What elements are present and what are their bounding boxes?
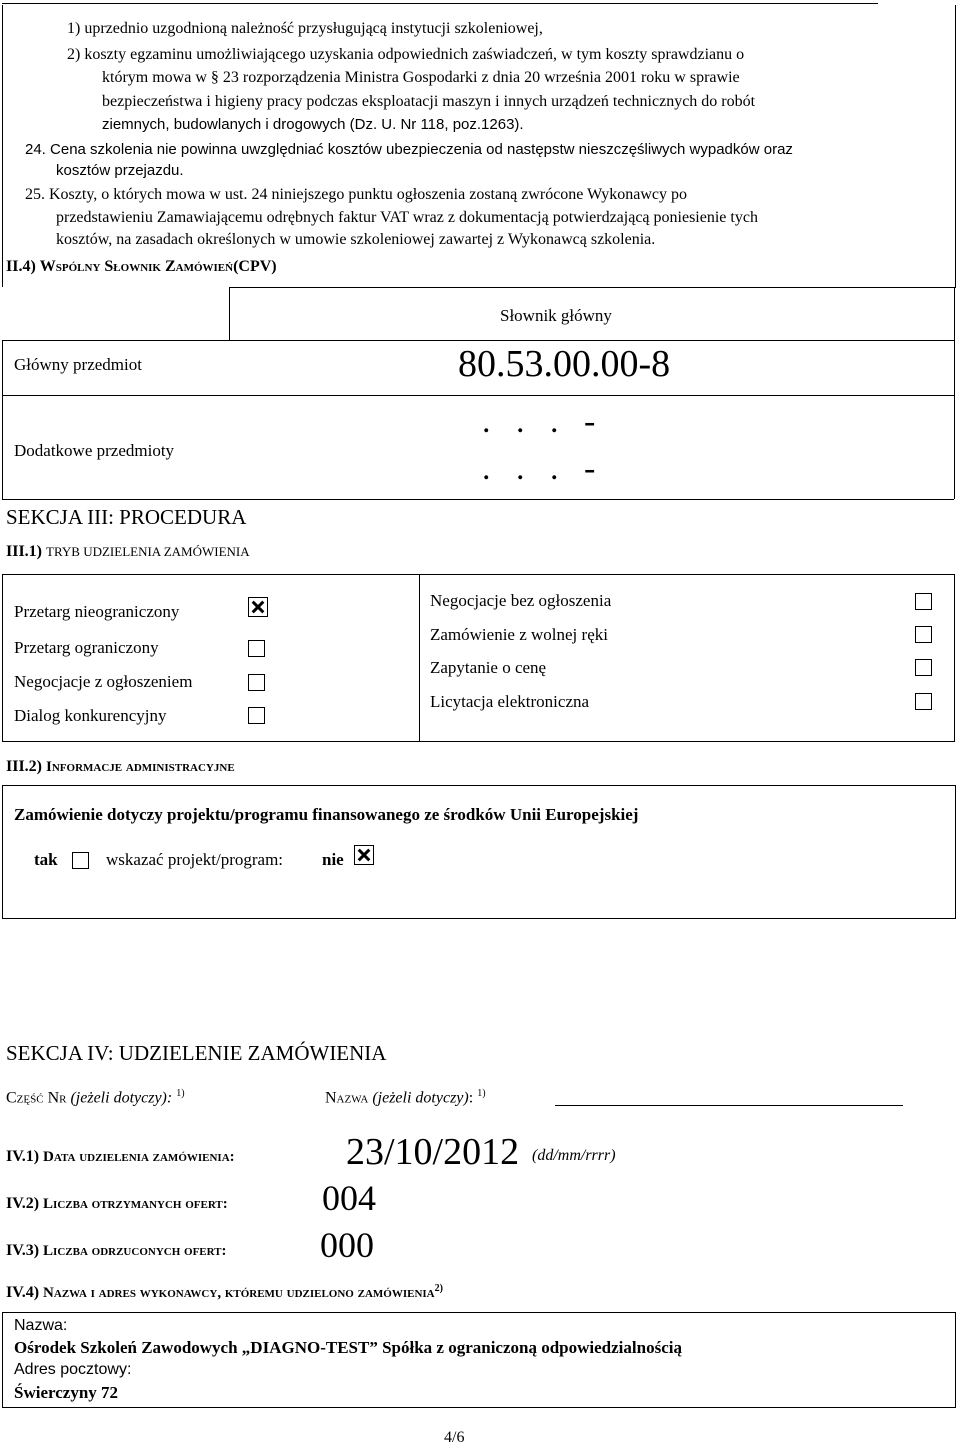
intro-item-2-line-2: którym mowa w § 23 rozporządzenia Ministra Gospodarki z dnia 20 września 2001 roku w sprawie bbox=[102, 69, 740, 86]
iv-1-date-value: 23/10/2012 bbox=[346, 1131, 520, 1173]
iv-4-prefix: IV.4) bbox=[6, 1284, 44, 1301]
page-number: 4/6 bbox=[444, 1429, 465, 1446]
intro-item-2-line-1: 2) koszty egzaminu umożliwiającego uzyskania odpowiednich zaświadczeń, w tym koszty sprawdzianu o bbox=[67, 46, 745, 63]
option-negocjacje-z-ogloszeniem-label: Negocjacje z ogłoszeniem bbox=[14, 672, 193, 691]
para-24-line-2: kosztów przejazdu. bbox=[56, 162, 184, 179]
cpv-mid-rule bbox=[2, 340, 954, 341]
section-4-title: SEKCJA IV: UDZIELENIE ZAMÓWIENIA bbox=[6, 1041, 387, 1065]
eu-funding-question: Zamówienie dotyczy projektu/programu finansowanego ze środków Unii Europejskiej bbox=[14, 805, 639, 824]
cpv-heading-prefix: II.4) bbox=[6, 258, 40, 275]
cpv-bottom-rule bbox=[2, 499, 954, 500]
iv-3-offers-rejected-value: 000 bbox=[320, 1225, 374, 1265]
section-3-2-text: Informacje administracyjne bbox=[46, 759, 235, 775]
part-name-line: Nazwa (jeżeli dotyczy): $^{1)}$ bbox=[325, 1088, 486, 1107]
nie-checkbox[interactable] bbox=[354, 845, 374, 865]
tak-checkbox[interactable] bbox=[72, 852, 89, 869]
intro-box bbox=[2, 5, 956, 288]
option-dialog-konkurencyjny-label: Dialog konkurencyjny bbox=[14, 706, 167, 725]
option-licytacja-elektroniczna-checkbox[interactable] bbox=[915, 693, 932, 710]
option-przetarg-nieograniczony-label: Przetarg nieograniczony bbox=[14, 602, 180, 621]
cpv-heading bbox=[6, 258, 277, 276]
part-name-label: Nazwa bbox=[325, 1089, 369, 1107]
iv-4-heading bbox=[6, 1283, 443, 1302]
option-przetarg-ograniczony-label: Przetarg ograniczony bbox=[14, 638, 159, 657]
intro-item-2-line-4: ziemnych, budowlanych i drogowych (Dz. U. Nr 118, poz.1263). bbox=[102, 116, 524, 133]
section-3-1-heading bbox=[6, 543, 250, 561]
part-name-footnote: 1) bbox=[477, 1088, 486, 1099]
part-number-footnote: 1) bbox=[176, 1088, 185, 1099]
iv-4-footnote: 2) bbox=[434, 1283, 443, 1294]
option-negocjacje-bez-ogloszenia-checkbox[interactable] bbox=[915, 593, 932, 610]
contractor-box bbox=[2, 1312, 956, 1408]
iv-1-heading bbox=[6, 1148, 235, 1166]
iv-1-prefix: IV.1) bbox=[6, 1148, 44, 1165]
iv-2-offers-received-value: 004 bbox=[322, 1178, 376, 1218]
section-3-2-heading bbox=[6, 758, 235, 776]
dictionary-label: Słownik główny bbox=[500, 306, 612, 325]
additional-subjects-label: Dodatkowe przedmioty bbox=[14, 441, 175, 460]
main-subject-label: Główny przedmiot bbox=[14, 355, 142, 374]
contractor-address-value: Świerczyny 72 bbox=[14, 1383, 119, 1402]
section-3-1-prefix: III.1) bbox=[6, 543, 47, 560]
part-name-underline[interactable] bbox=[555, 1105, 903, 1106]
para-25-line-2: przedstawieniu Zamawiającemu odrębnych faktur VAT wraz z dokumentacją potwierdzającą poniesienie tych bbox=[56, 209, 758, 226]
cpv-right-rule bbox=[954, 287, 955, 499]
option-licytacja-elektroniczna-label: Licytacja elektroniczna bbox=[430, 692, 590, 711]
contractor-name-label: Nazwa: bbox=[14, 1317, 68, 1334]
iv-1-label: Data udzielenia zamówienia: bbox=[43, 1149, 235, 1165]
intro-item-2-line-3: bezpieczeństwa i higieny pracy podczas eksploatacji maszyn i innych urządzeń technicznych do robót bbox=[102, 93, 756, 110]
section-3-2-prefix: III.2) bbox=[6, 758, 47, 775]
option-przetarg-nieograniczony-checkbox[interactable] bbox=[248, 597, 268, 617]
top-rule bbox=[2, 3, 878, 4]
section-3-1-text: TRYB UDZIELENIA ZAMÓWIENIA bbox=[46, 544, 250, 559]
option-zamowienie-z-wolnej-reki-label: Zamówienie z wolnej ręki bbox=[430, 625, 608, 644]
part-number-label: Część Nr bbox=[6, 1089, 67, 1107]
iv-1-date-hint: (dd/mm/rrrr) bbox=[532, 1147, 616, 1164]
iv-3-heading bbox=[6, 1242, 227, 1260]
para-25-line-3: kosztów, na zasadach określonych w umowie szkoleniowej zawartej z Wykonawcą szkolenia. bbox=[56, 231, 656, 248]
iv-2-label: Liczba otrzymanych ofert: bbox=[43, 1196, 228, 1212]
option-zamowienie-z-wolnej-reki-checkbox[interactable] bbox=[915, 626, 932, 643]
para-25-line-1: 25. Koszty, o których mowa w ust. 24 niniejszego punktu ogłoszenia zostaną zwrócone Wykonawcy po bbox=[25, 186, 687, 203]
option-dialog-konkurencyjny-checkbox[interactable] bbox=[248, 707, 265, 724]
part-number-line bbox=[6, 1088, 185, 1107]
intro-item-1: 1) uprzednio uzgodnioną należność przysługującą instytucji szkoleniowej, bbox=[67, 20, 543, 37]
additional-cpv-code-2: . . . - bbox=[482, 450, 596, 487]
part-number-hint: (jeżeli dotyczy): bbox=[70, 1089, 173, 1107]
cpv-empty-cell bbox=[2, 287, 230, 341]
option-zapytanie-o-cene-checkbox[interactable] bbox=[915, 659, 932, 676]
section-3-title: SEKCJA III: PROCEDURA bbox=[6, 505, 247, 529]
additional-cpv-code-1: . . . - bbox=[482, 403, 596, 440]
option-negocjacje-z-ogloszeniem-checkbox[interactable] bbox=[248, 674, 265, 691]
iv-2-heading bbox=[6, 1195, 228, 1213]
contractor-address-label: Adres pocztowy: bbox=[14, 1361, 132, 1378]
iv-3-prefix: IV.3) bbox=[6, 1242, 44, 1259]
option-przetarg-ograniczony-checkbox[interactable] bbox=[248, 640, 265, 657]
cpv-heading-text: Wspólny Słownik Zamówień(CPV) bbox=[39, 258, 277, 275]
iv-3-label: Liczba odrzuconych ofert: bbox=[43, 1243, 227, 1259]
project-program-label: wskazać projekt/program: bbox=[106, 850, 284, 869]
iv-4-label: Nazwa i adres wykonawcy, któremu udzielono zamówienia bbox=[43, 1285, 435, 1301]
tak-label: tak bbox=[34, 850, 58, 869]
cpv-row-rule bbox=[2, 395, 954, 396]
para-24-line-1: 24. Cena szkolenia nie powinna uwzględniać kosztów ubezpieczenia od następstw nieszczęśliwych wypadków oraz bbox=[25, 141, 793, 158]
option-zapytanie-o-cene-label: Zapytanie o cenę bbox=[430, 658, 547, 677]
option-negocjacje-bez-ogloszenia-label: Negocjacje bez ogłoszenia bbox=[430, 591, 612, 610]
part-name-hint: (jeżeli dotyczy) bbox=[372, 1089, 469, 1107]
iv-2-prefix: IV.2) bbox=[6, 1195, 44, 1212]
main-cpv-code: 80.53.00.00-8 bbox=[458, 343, 671, 385]
contractor-name-value: Ośrodek Szkoleń Zawodowych „DIAGNO-TEST” Spółka z ograniczoną odpowiedzialnością bbox=[14, 1338, 682, 1357]
nie-label: nie bbox=[322, 850, 344, 869]
cpv-column-rule bbox=[229, 287, 230, 340]
